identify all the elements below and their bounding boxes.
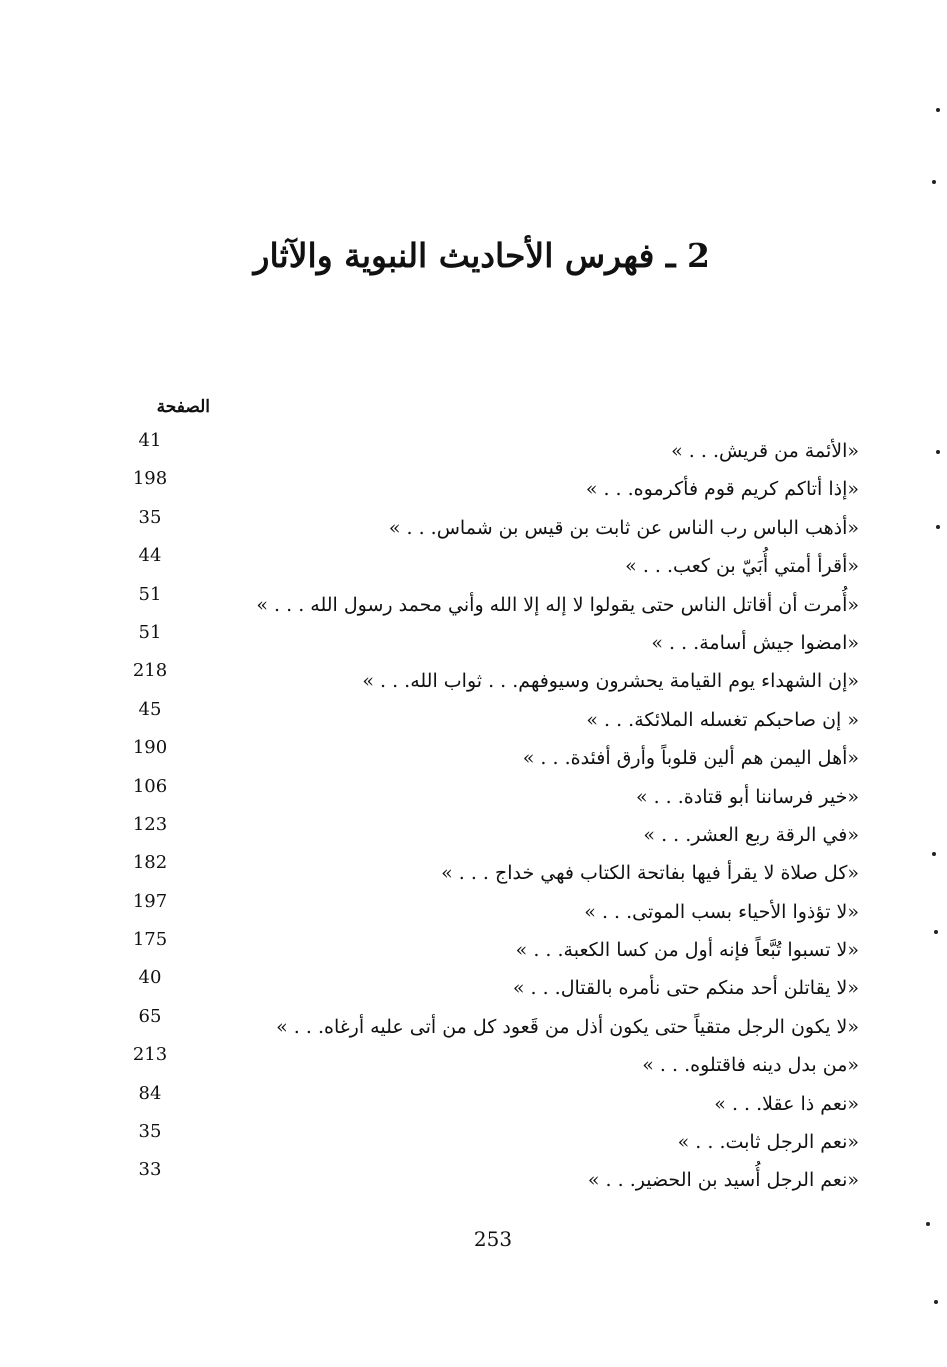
index-entry [0, 921, 947, 962]
hadith-text: «إن الشهداء يوم القيامة يحشرون وسيوفهم. . . ثواب الله. . . » [362, 670, 859, 693]
page-column-header: الصفحة [156, 397, 210, 417]
index-entry [0, 499, 947, 537]
entry-page-number: 33 [138, 1159, 162, 1181]
scan-speck [936, 525, 940, 529]
hadith-text: «إذا أتاكم كريم قوم فأكرموه. . . » [585, 478, 859, 501]
entry-page-number: 44 [138, 545, 162, 567]
index-entry [0, 998, 947, 1036]
hadith-text: « إن صاحبكم تغسله الملائكة. . . » [586, 708, 859, 731]
index-entry [0, 422, 947, 460]
hadith-text: «نعم الرجل ثابت. . . » [677, 1131, 859, 1154]
hadith-text: «امضوا جيش أسامة. . . » [651, 631, 859, 654]
scan-speck [932, 852, 936, 856]
hadith-text: «خير فرساننا أبو قتادة. . . » [635, 785, 859, 808]
scan-speck [926, 1222, 930, 1226]
entry-page-number: 106 [132, 775, 168, 797]
scan-speck [932, 180, 936, 184]
hadith-text: «لا تؤذوا الأحياء بسب الموتى. . . » [584, 900, 859, 923]
index-entry [0, 768, 947, 806]
index-entry [0, 1113, 947, 1154]
hadith-text: «لا يقاتلن أحد منكم حتى نأمره بالقتال. . . » [512, 977, 859, 1000]
index-entry [0, 460, 947, 501]
index-entry [0, 537, 947, 578]
index-entry [0, 806, 947, 844]
entry-page-number: 197 [132, 890, 168, 912]
hadith-index-list [0, 422, 947, 1190]
hadith-text: «من بدل دينه فاقتلوه. . . » [642, 1054, 859, 1077]
index-entry [0, 614, 947, 652]
page-title: 2 ـ فهرس الأحاديث النبوية والآثار [253, 236, 710, 275]
hadith-text: «لا تسبوا تُبَّعاً فإنه أول من كسا الكعبة. . . » [515, 939, 859, 962]
hadith-text: «في الرقة ربع العشر. . . » [643, 823, 859, 846]
index-entry [0, 652, 947, 693]
index-entry [0, 1075, 947, 1113]
index-entry [0, 576, 947, 614]
index-entry [0, 1036, 947, 1077]
index-entry [0, 1151, 947, 1192]
entry-page-number: 198 [132, 468, 168, 490]
entry-page-number: 35 [138, 1121, 162, 1143]
entry-page-number: 40 [138, 967, 162, 989]
entry-page-number: 123 [132, 813, 168, 835]
entry-page-number: 84 [138, 1082, 162, 1104]
entry-page-number: 213 [132, 1044, 168, 1066]
entry-page-number: 65 [138, 1005, 162, 1027]
hadith-text: «أقرأ أمتي أُبَيّ بن كعب. . . » [625, 555, 859, 578]
entry-page-number: 182 [132, 852, 168, 874]
hadith-text: «أُمرت أن أقاتل الناس حتى يقولوا لا إله إلا الله وأني محمد رسول الله . . . » [256, 593, 859, 616]
index-entry [0, 729, 947, 770]
hadith-text: «لا يكون الرجل متقياً حتى يكون أذل من قَعود كل من أتى عليه أرغاه. . . » [276, 1015, 859, 1038]
hadith-text: «الأئمة من قريش. . . » [671, 440, 859, 462]
hadith-text: «أذهب الباس رب الناس عن ثابت بن قيس بن شماس. . . » [388, 516, 859, 539]
entry-page-number: 51 [138, 583, 162, 605]
scan-speck [936, 108, 940, 112]
page-number: 253 [473, 1227, 513, 1251]
scan-speck [936, 450, 940, 454]
scan-speck [934, 1300, 938, 1304]
index-entry [0, 844, 947, 885]
entry-page-number: 35 [138, 506, 162, 528]
hadith-text: «أهل اليمن هم ألين قلوباً وأرق أفئدة. . . » [522, 747, 859, 770]
entry-page-number: 51 [138, 621, 162, 643]
entry-page-number: 175 [132, 929, 168, 951]
entry-page-number: 190 [132, 737, 168, 759]
entry-page-number: 45 [138, 698, 162, 720]
hadith-text: «نعم الرجل أُسيد بن الحضير. . . » [587, 1169, 859, 1192]
index-entry [0, 883, 947, 921]
index-entry [0, 959, 947, 1000]
hadith-text: «نعم ذا عقلا. . . » [714, 1092, 859, 1115]
scan-speck [934, 930, 938, 934]
entry-page-number: 218 [132, 660, 168, 682]
hadith-text: «كل صلاة لا يقرأ فيها بفاتحة الكتاب فهي خداج . . . » [441, 862, 859, 885]
entry-page-number: 41 [138, 430, 162, 451]
index-entry [0, 691, 947, 729]
